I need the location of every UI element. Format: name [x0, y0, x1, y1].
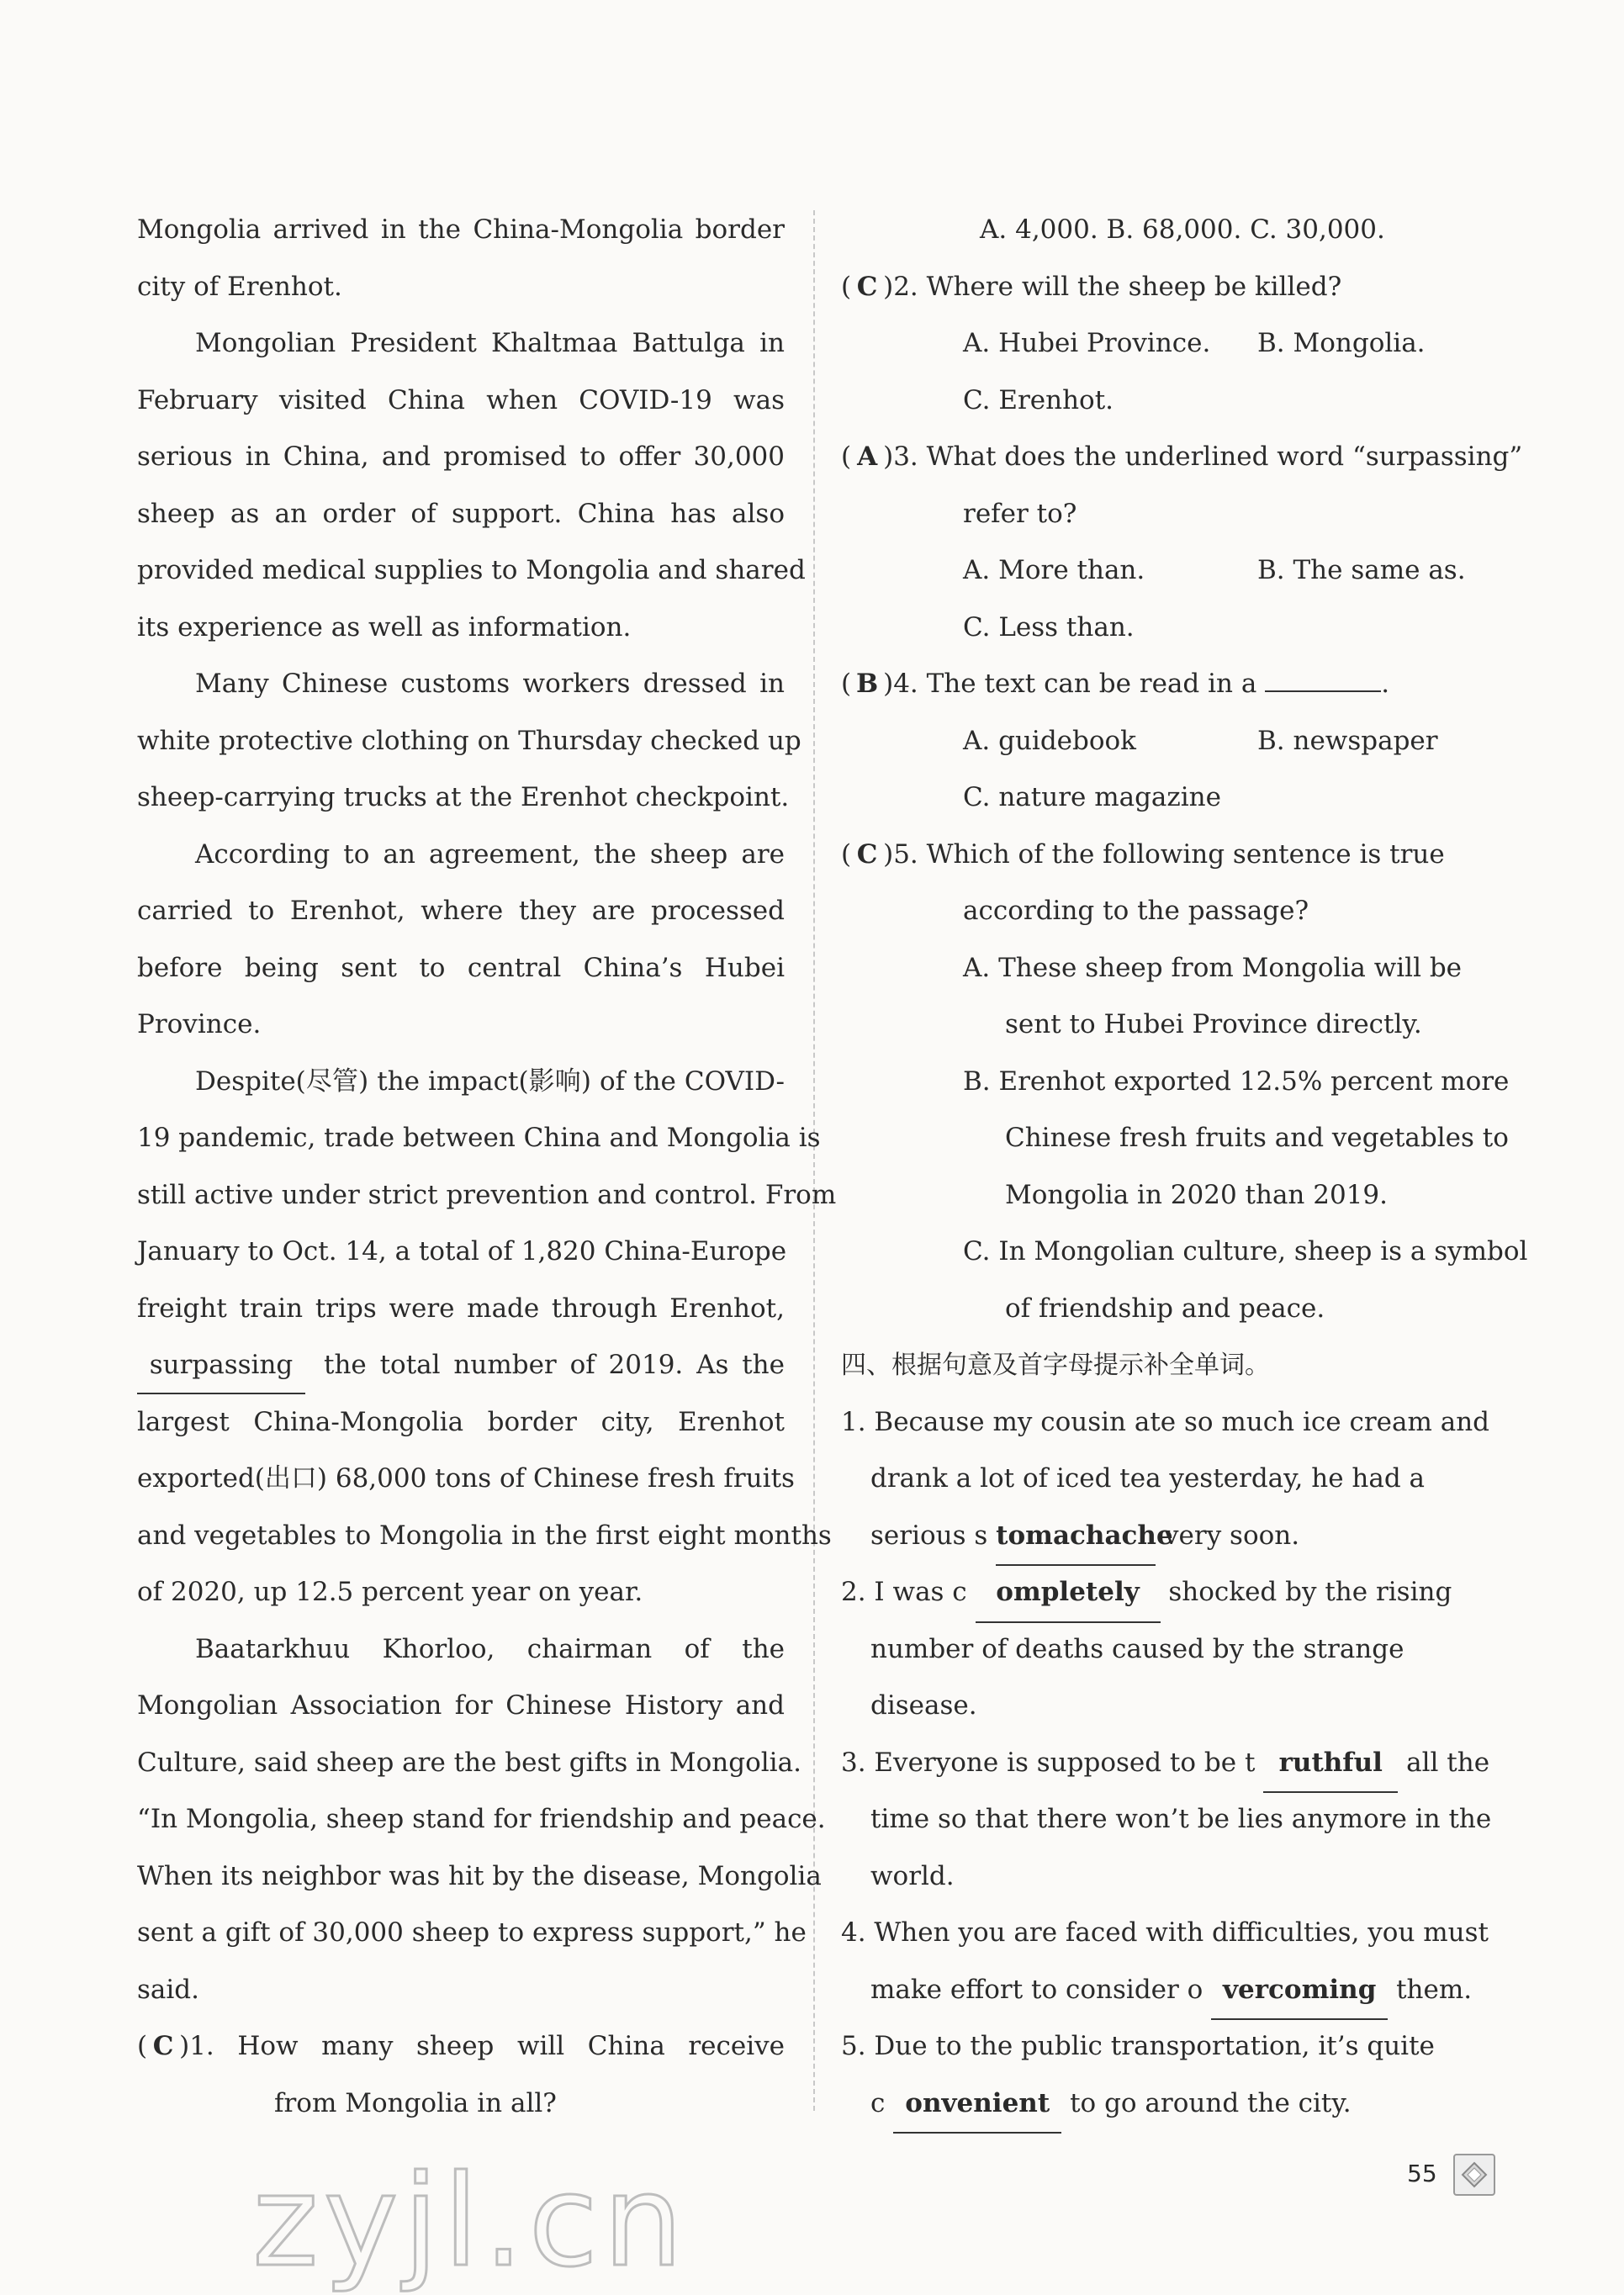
reading-passage [137, 202, 837, 2132]
option-b-cont: Chinese fresh fruits and vegetables to [1005, 1123, 1509, 1153]
answer-blank[interactable]: ompletely [976, 1564, 1161, 1623]
answer-blank[interactable]: tomachache [996, 1508, 1156, 1567]
question-end: . [1381, 669, 1390, 699]
question-text: )5. Which of the following sentence is true [883, 838, 1445, 870]
fill-suffix: shocked by the rising [1168, 1577, 1452, 1607]
option-b-cont: Mongolia in 2020 than 2019. [1005, 1179, 1388, 1210]
passage-line: When its neighbor was hit by the disease, Mongolia [137, 1860, 822, 1891]
fill-suffix: all the [1406, 1747, 1490, 1778]
option-c: C. Erenhot. [963, 384, 1114, 415]
passage-line: sheep as an order of support. China has also [137, 498, 785, 529]
passage-line: February visited China when COVID-19 was [137, 384, 785, 415]
question-1 [137, 2018, 785, 2076]
passage-line: still active under strict prevention and control. From [137, 1179, 837, 1210]
passage-line: and vegetables to Mongolia in the first eight months [137, 1520, 832, 1551]
question-text: )1. How many sheep will China receive [179, 2031, 785, 2061]
options-row [841, 542, 1505, 600]
option-c-cont: of friendship and peace. [1005, 1293, 1325, 1324]
fill-suffix: them. [1396, 1974, 1473, 2005]
passage-line: Culture, said sheep are the best gifts in Mongolia. [137, 1747, 801, 1778]
fill-prefix: 2. I was c [841, 1577, 967, 1607]
watermark-logo: zyjl.cn [252, 2149, 689, 2295]
fill-prefix: serious s [870, 1520, 988, 1551]
question-answer: C [856, 271, 878, 302]
underlined-word: surpassing [137, 1337, 305, 1394]
question-text: )2. Where will the sheep be killed? [883, 271, 1342, 302]
question-2: ( C )2. Where will the sheep be killed? [841, 259, 1505, 316]
options-row [841, 713, 1505, 770]
question-paren-open: ( [137, 2031, 148, 2061]
passage-line: freight train trips were made through Erenhot, [137, 1293, 785, 1324]
fill-item-2-cont: number of deaths caused by the strange [870, 1633, 1404, 1664]
option-c: C. nature magazine [963, 782, 1221, 812]
question-5: ( C )5. Which of the following sentence is true [841, 827, 1505, 884]
passage-line-with-blank [137, 1337, 785, 1394]
options-row [841, 315, 1505, 373]
option-a: A. These sheep from Mongolia will be [963, 952, 1463, 983]
question-answer: A [857, 442, 878, 472]
question-text-cont: according to the passage? [963, 896, 1309, 926]
passage-line: city of Erenhot. [137, 271, 342, 302]
question-answer: C [152, 2031, 174, 2061]
passage-line: According to an agreement, the sheep are [195, 838, 785, 870]
question-text: )3. What does the underlined word “surpassing” [883, 442, 1523, 472]
answer-blank[interactable] [1265, 690, 1381, 692]
answer-blank[interactable]: ruthful [1263, 1735, 1398, 1794]
option-b: B. The same as. [1257, 555, 1466, 585]
passage-line: 19 pandemic, trade between China and Mongolia is [137, 1123, 821, 1153]
answer-blank[interactable]: vercoming [1211, 1962, 1388, 2021]
option-a: A. guidebook [963, 725, 1136, 756]
page-number: 55 [1407, 2160, 1437, 2187]
passage-line: carried to Erenhot, where they are processed [137, 896, 785, 926]
passage-line: Baatarkhuu Khorloo, chairman of the [195, 1633, 785, 1664]
fill-item-4-blank-line [841, 1962, 1505, 2019]
passage-line: serious in China, and promised to offer 30,000 [137, 442, 785, 472]
question-3: ( A )3. What does the underlined word “surpassing” [841, 429, 1505, 486]
passage-line: white protective clothing on Thursday checked up [137, 725, 801, 756]
option-c: C. In Mongolian culture, sheep is a symbol [963, 1236, 1528, 1266]
passage-line: Mongolian President Khaltmaa Battulga in [195, 328, 785, 358]
fill-item-3-cont: world. [870, 1860, 955, 1891]
passage-line-text: the total number of 2019. As the [324, 1350, 785, 1380]
option-b: B. newspaper [1257, 725, 1438, 756]
passage-line: sheep-carrying trucks at the Erenhot checkpoint. [137, 782, 790, 812]
passage-line: Despite(尽管) the impact(影响) of the COVID- [195, 1066, 785, 1097]
fill-item-3 [841, 1735, 1505, 1792]
fill-prefix: c [870, 2087, 886, 2118]
question-answer: B [856, 669, 879, 699]
option-b: B. Erenhot exported 12.5% percent more [963, 1066, 1510, 1097]
q1-options: A. 4,000. B. 68,000. C. 30,000. [980, 214, 1385, 245]
passage-line: its experience as well as information. [137, 611, 632, 642]
question-text: )4. The text can be read in a [883, 669, 1257, 699]
fill-item-1-blank-line [841, 1508, 1505, 1565]
option-c: C. Less than. [963, 611, 1135, 642]
passage-line: Many Chinese customs workers dressed in [195, 669, 785, 699]
passage-line: Province. [137, 1009, 262, 1039]
option-b: B. Mongolia. [1257, 328, 1426, 358]
passage-line: January to Oct. 14, a total of 1,820 China-Europe [137, 1236, 787, 1266]
passage-line: exported(出口) 68,000 tons of Chinese fresh fruits [137, 1463, 795, 1494]
section-title: 四、根据句意及首字母提示补全单词。 [841, 1351, 1270, 1380]
passage-line: sent a gift of 30,000 sheep to express support,” he [137, 1917, 807, 1948]
option-a: A. Hubei Province. [963, 328, 1211, 358]
passage-line: largest China-Mongolia border city, Erenhot [137, 1406, 785, 1437]
diamond-icon [1453, 2154, 1495, 2196]
fill-prefix: 3. Everyone is supposed to be t [841, 1747, 1256, 1778]
passage-line: said. [137, 1974, 200, 2005]
fill-item-2-cont: disease. [870, 1690, 977, 1721]
question-answer: C [856, 838, 878, 870]
option-a: A. More than. [963, 555, 1145, 585]
fill-prefix: make effort to consider o [870, 1974, 1203, 2005]
fill-item-4: 4. When you are faced with difficulties, you must [841, 1917, 1489, 1948]
passage-line: Mongolia arrived in the China-Mongolia border [137, 214, 785, 245]
passage-line: Mongolian Association for Chinese History and [137, 1690, 785, 1721]
question-text-cont: refer to? [963, 498, 1077, 529]
answer-blank[interactable]: onvenient [893, 2076, 1061, 2134]
fill-item-1-cont: drank a lot of iced tea yesterday, he had a [870, 1463, 1426, 1494]
passage-line: before being sent to central China’s Hubei [137, 952, 785, 983]
passage-line: “In Mongolia, sheep stand for friendship and peace. [137, 1804, 826, 1834]
fill-item-5-blank-line [841, 2076, 1505, 2133]
fill-item-5: 5. Due to the public transportation, it’s quite [841, 2031, 1435, 2061]
question-4: ( B )4. The text can be read in a . [841, 656, 1505, 713]
questions-column [841, 202, 1528, 2132]
fill-item-2 [841, 1564, 1505, 1621]
fill-item-3-cont: time so that there won’t be lies anymore in the [870, 1804, 1492, 1834]
fill-item-1: 1. Because my cousin ate so much ice cream and [841, 1406, 1490, 1437]
fill-suffix: to go around the city. [1070, 2087, 1352, 2118]
question-text-cont: from Mongolia in all? [274, 2087, 557, 2118]
fill-suffix: very soon. [1164, 1520, 1300, 1551]
option-a-cont: sent to Hubei Province directly. [1005, 1009, 1422, 1039]
passage-line: of 2020, up 12.5 percent year on year. [137, 1577, 643, 1607]
passage-line: provided medical supplies to Mongolia and shared [137, 555, 806, 585]
